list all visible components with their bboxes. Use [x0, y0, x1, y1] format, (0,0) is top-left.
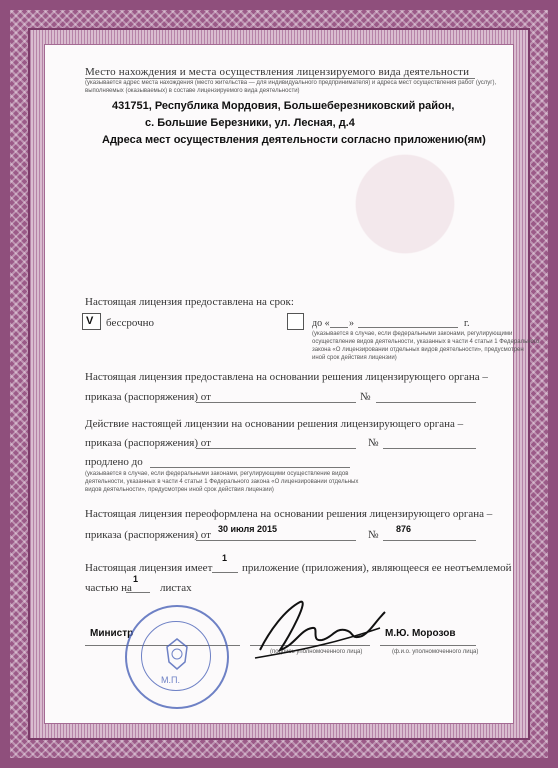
- location-note-2: выполняемых (оказываемых) в составе лицензируемого вида деятельности): [85, 88, 300, 94]
- reissue-date: 30 июля 2015: [218, 524, 277, 534]
- extended-until-label: продлено до: [85, 456, 143, 468]
- extension-note-2: деятельности, указанных в части 4 статьи 1 Федерального закона «О лицензировании отдельных: [85, 479, 359, 485]
- term-note-1: (указывается в случае, если федеральными законами, регулирующими: [312, 331, 513, 337]
- extension-line-2: приказа (распоряжения) от: [85, 437, 211, 449]
- address-line-3: Адреса мест осуществления деятельности согласно приложению(ям): [102, 134, 486, 146]
- reissue-line-2: приказа (распоряжения) от: [85, 529, 211, 541]
- watermark: [330, 140, 480, 300]
- term-label: Настоящая лицензия предоставлена на срок:: [85, 296, 294, 308]
- basis-line-2: приказа (распоряжения) от: [85, 391, 211, 403]
- extension-num-label: №: [368, 437, 379, 449]
- appendix-line-1a: Настоящая лицензия имеет: [85, 562, 213, 574]
- extension-line-1: Действие настоящей лицензии на основании решения лицензирующего органа –: [85, 418, 464, 430]
- until-checkbox: [287, 313, 304, 330]
- appendix-count: 1: [222, 553, 228, 563]
- basis-num-label: №: [360, 391, 371, 403]
- check-mark: V: [86, 315, 94, 327]
- location-note-1: (указывается адрес места нахождения (место жительства — для индивидуального предпринимателя) и адреса мест осуществления работ (услуг),: [85, 80, 497, 86]
- appendix-line-1b: приложение (приложения), являющееся ее неотъемлемой: [242, 562, 512, 574]
- reissue-number: 876: [396, 524, 412, 534]
- stamp-mp: М.П.: [161, 675, 180, 685]
- basis-line-1: Настоящая лицензия предоставлена на основании решения лицензирующего органа –: [85, 371, 488, 383]
- handwritten-signature: [240, 590, 400, 665]
- indefinite-checkbox: [82, 313, 101, 330]
- reissue-num-label: №: [368, 529, 379, 541]
- term-note-3: закона «О лицензировании отдельных видов деятельности», предусмотрен: [312, 347, 524, 353]
- term-note-2: осуществление видов деятельности, указанных в части 4 статьи 1 Федерального: [312, 339, 540, 345]
- reissue-line-1: Настоящая лицензия переоформлена на основании решения лицензирующего органа –: [85, 508, 493, 520]
- signer-position: Министр: [90, 628, 134, 639]
- signature-note: (подпись уполномоченного лица): [270, 649, 363, 655]
- stamp-emblem-icon: [127, 607, 227, 707]
- extension-note-1: (указывается в случае, если федеральными законами, регулирующими осуществление видов: [85, 471, 349, 477]
- address-line-2: с. Большие Березники, ул. Лесная, д.4: [145, 117, 355, 129]
- signer-name: М.Ю. Морозов: [385, 628, 456, 639]
- appendix-line-2b: листах: [160, 582, 192, 594]
- appendix-sheets: 1: [133, 574, 139, 584]
- name-note: (ф.и.о. уполномоченного лица): [392, 649, 479, 655]
- until-prefix: до «: [312, 318, 330, 329]
- extension-note-3: видов деятельности», предусмотрен иной срок действия лицензии): [85, 487, 274, 493]
- location-heading: Место нахождения и места осуществления лицензируемого вида деятельности: [85, 66, 470, 78]
- indefinite-label: бессрочно: [106, 317, 155, 329]
- until-mid: »: [349, 318, 354, 329]
- official-stamp: [125, 605, 229, 709]
- address-line-1: 431751, Республика Мордовия, Большеберезниковский район,: [112, 100, 455, 112]
- year-suffix: г.: [464, 318, 470, 329]
- appendix-line-2a: частью на: [85, 582, 132, 594]
- term-note-4: иной срок действия лицензии): [312, 355, 397, 361]
